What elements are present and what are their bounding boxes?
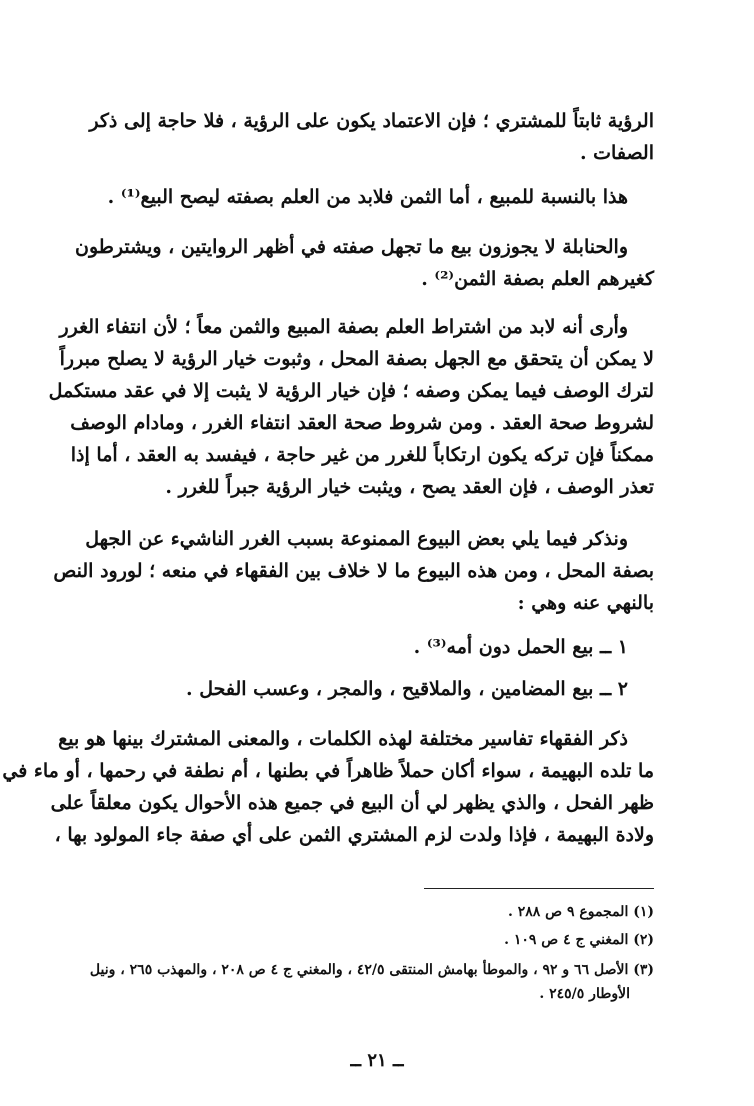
footnote: الأوطار ٢٤٥/٥ . (539, 986, 630, 1002)
list-item: ١ ــ بيع الحمل دون أمه⁽³⁾ . (413, 636, 628, 658)
body-line: ولادة البهيمة ، فإذا ولدت لزم المشتري الثمن على أي صفة جاء المولود بها ، (54, 824, 654, 846)
body-line: ممكناً فإن تركه يكون ارتكاباً للغرر من غير حاجة ، فيفسد به العقد ، أما إذا (70, 444, 654, 466)
body-line: ما تلده البهيمة ، سواء أكان حملاً ظاهراً في بطنها ، أم نطفة في رحمها ، أو ماء في (2, 760, 654, 782)
page-number: ــ ٢١ ــ (350, 1050, 404, 1071)
body-line: هذا بالنسبة للمبيع ، أما الثمن فلابد من العلم بصفته ليصح البيع⁽¹⁾ . (107, 186, 628, 208)
body-line: لشروط صحة العقد . ومن شروط صحة العقد انتفاء الغرر ، ومادام الوصف (70, 412, 654, 434)
body-line: ذكر الفقهاء تفاسير مختلفة لهذه الكلمات ، والمعنى المشترك بينها هو بيع (58, 728, 628, 750)
body-line: الصفات . (579, 142, 654, 164)
footnote-divider (424, 888, 654, 889)
body-line: ظهر الفحل ، والذي يظهر لي أن البيع في جميع هذه الأحوال يكون معلقاً على (50, 792, 654, 814)
footnote: (١) المجموع ٩ ص ٢٨٨ . (507, 904, 654, 920)
body-line: لا يمكن أن يتحقق مع الجهل بصفة المحل ، وثبوت خيار الرؤية لا يصلح مبرراً (59, 348, 654, 370)
body-line: بصفة المحل ، ومن هذه البيوع ما لا خلاف بين الفقهاء في منعه ؛ لورود النص (53, 560, 654, 582)
body-line: ونذكر فيما يلي بعض البيوع الممنوعة بسبب الغرر الناشيء عن الجهل (85, 528, 628, 550)
body-line: لترك الوصف فيما يمكن وصفه ؛ فإن خيار الرؤية لا يثبت إلا في عقد مستكمل (48, 380, 654, 402)
footnote: (٣) الأصل ٦٦ و ٩٢ ، والموطأ بهامش المنتقى ٤٢/٥ ، والمغني ج ٤ ص ٢٠٨ ، والمهذب ٢٦٥ ، ونيل (89, 962, 654, 978)
body-line: الرؤية ثابتاً للمشتري ؛ فإن الاعتماد يكون على الرؤية ، فلا حاجة إلى ذكر (89, 110, 654, 132)
body-line: والحنابلة لا يجوزون بيع ما تجهل صفته في أظهر الروايتين ، ويشترطون (75, 236, 628, 258)
body-line: كغيرهم العلم بصفة الثمن⁽²⁾ . (421, 268, 654, 290)
body-line: بالنهي عنه وهي : (517, 592, 654, 614)
footnote: (٢) المغني ج ٤ ص ١٠٩ . (504, 932, 654, 948)
body-line: تعذر الوصف ، فإن العقد يصح ، ويثبت خيار الرؤية جبراً للغرر . (165, 476, 654, 498)
list-item: ٢ ــ بيع المضامين ، والملاقيح ، والمجر ، وعسب الفحل . (185, 678, 628, 700)
body-line: وأرى أنه لابد من اشتراط العلم بصفة المبيع والثمن معاً ؛ لأن انتفاء الغرر (59, 316, 628, 338)
